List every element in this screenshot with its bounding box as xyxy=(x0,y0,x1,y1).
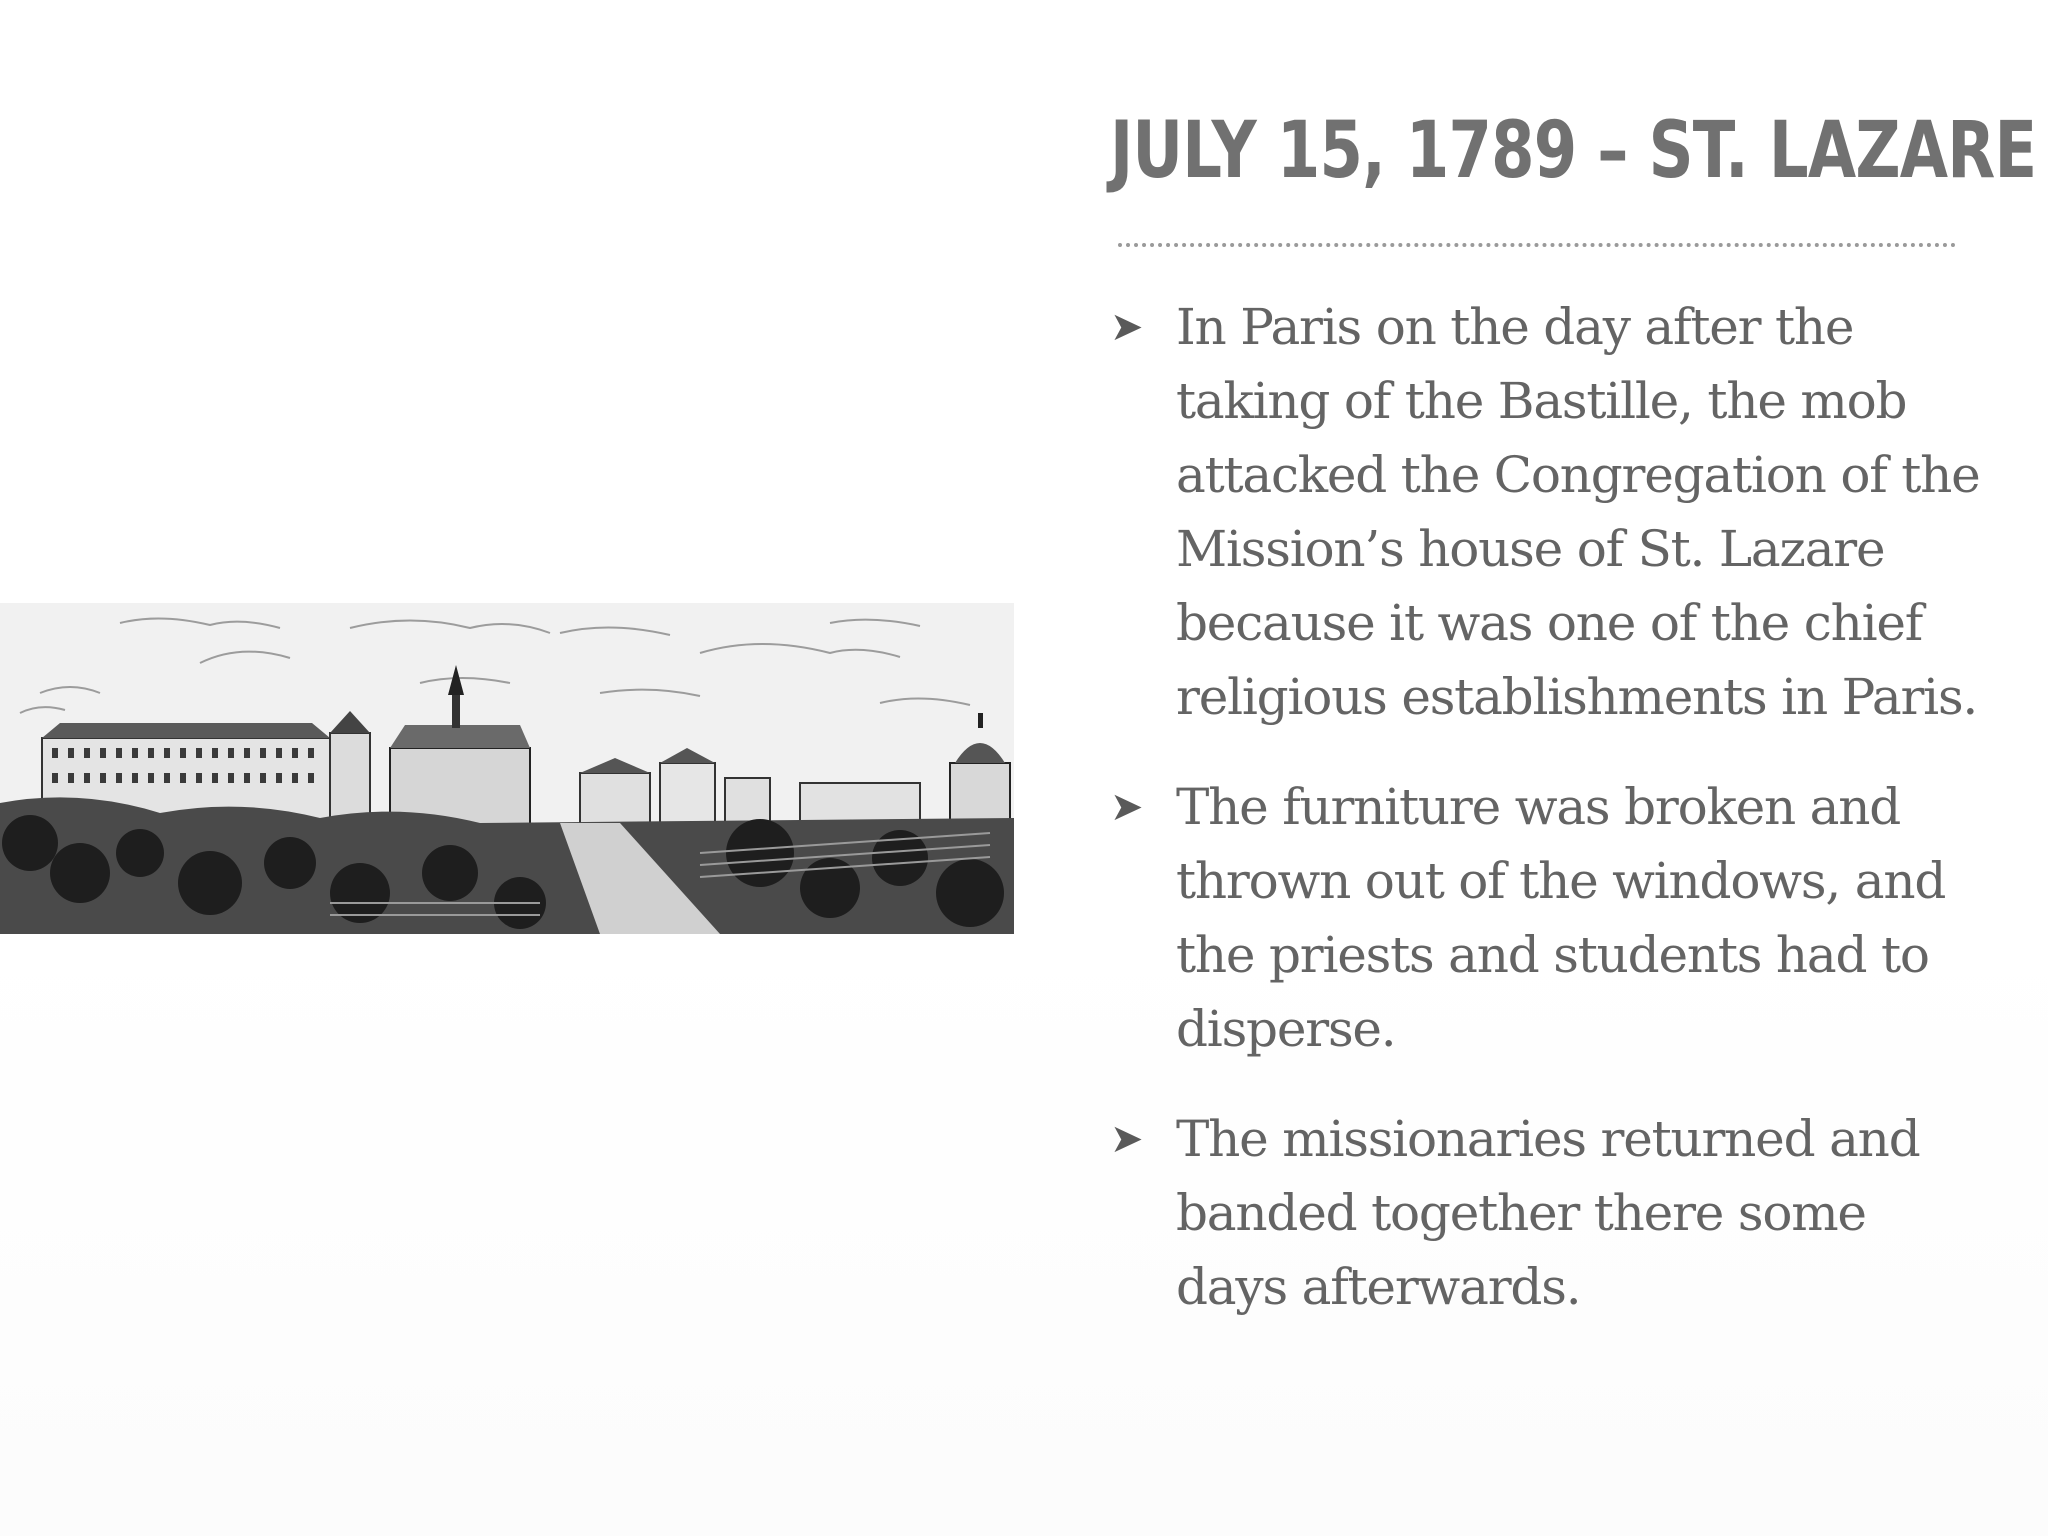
bullet-text: The missionaries returned and banded together there some days afterwards. xyxy=(1176,1110,1920,1316)
bullet-item xyxy=(1110,1102,1990,1324)
bullet-text: The furniture was broken and thrown out of the windows, and the priests and students had to disperse. xyxy=(1176,778,1946,1058)
st-lazare-engraving-image xyxy=(0,603,1014,934)
bullet-item xyxy=(1110,290,1990,734)
bullet-text: In Paris on the day after the taking of the Bastille, the mob attacked the Congregation of the Mission’s house of St. Lazare because it was one of the chief religious establishments in Paris. xyxy=(1176,298,1980,726)
title-dotted-divider xyxy=(1118,243,1956,247)
arrowhead-bullet-icon: ➤ xyxy=(1110,1116,1144,1162)
arrowhead-bullet-icon: ➤ xyxy=(1110,304,1144,350)
slide-title: JULY 15, 1789 – ST. LAZARE xyxy=(1110,106,2037,196)
bullet-item xyxy=(1110,770,1990,1066)
bullet-list xyxy=(1110,290,1990,1360)
arrowhead-bullet-icon: ➤ xyxy=(1110,784,1144,830)
